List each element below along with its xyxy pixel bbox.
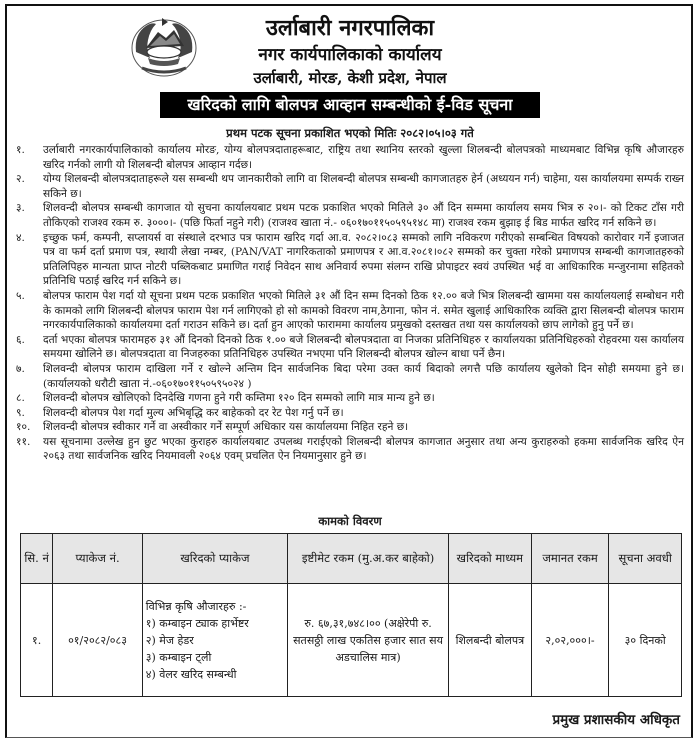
clause-item	[14, 333, 684, 362]
clause-item	[14, 289, 684, 333]
publication-date: प्रथम पटक सूचना प्रकाशित भएको मितिः २०८२।०५।०३ गते	[226, 126, 474, 140]
clause-number: ४.	[16, 231, 25, 244]
clause-text: शिलवन्दी बोलपत्र पेश गर्दा मुल्य अभिबृद्धि कर बाहेकको दर रेट पेश गर्नु पर्ने छ।	[43, 406, 344, 419]
clause-list	[14, 143, 684, 464]
clause-number: २.	[16, 173, 25, 186]
cell-notice-period: ३० दिनको	[609, 584, 682, 697]
clause-item	[14, 420, 684, 435]
col-package-no: प्याकेज नं.	[53, 534, 143, 584]
clause-number: ६.	[16, 333, 25, 346]
cell-method: शिलबन्दी बोलपत्र	[449, 584, 532, 697]
clause-text: शिलवन्दी बोलपत्र स्वीकार गर्ने वा अस्वीकार गर्ने सम्पूर्ण अधिकार यस कार्यालयमा निहित रहने छ।	[43, 421, 409, 434]
clause-text: शिलवन्दी बोलपत्र सम्बन्धी कागजात यो सुचना कार्यालयबाट प्रथम पटक प्रकाशित भएको मितिले ३० औं दिन सम्ममा कार्यालय समय भित्र रु २०।- को टिकट टाँस गरी तोकिएको राजश्व रकम रु. ३०००।- (पछि फिर्ता नहुने गरी) (राजश्व खाता नं.- ०६०१७०११५०५९५१४८ मा) राजश्व रकम बुझाइ ई बिड मार्फत खरिद गर्न सकिने छ।	[43, 202, 684, 229]
clause-item	[14, 362, 684, 391]
clause-text: शिलवन्दी बोलपत्र फाराम दाखिला गर्ने र खोल्ने अन्तिम दिन सार्वजनिक बिदा परेमा उक्त कार्य बिदाको लगत्तै पछि कार्यालय खुलेको दिन सोही समयमा हुने छ। (कार्यालयको धरौटी खाता नं.-०६०१७०११५०५९५०२४ )	[43, 362, 684, 390]
notice-title-banner: खरिदको लागि बोलपत्र आव्हान सम्बन्धीको ई-विड सूचना	[160, 92, 540, 118]
col-package: खरिदको प्याकेज	[142, 534, 287, 584]
clause-text: यस सूचनामा उल्लेख हुन छुट भएका कुराहरु कार्यालयबाट उपलब्ध गराईएको शिलबन्दी बोलपत्र कागजात अनुसार तथा अन्य कुराहरुको हकमा सार्वजनिक खरिद ऐन २०६३ तथा सार्वजनिक खरिद नियमावली २०६४ एवम् प्रचलित ऐन नियमानुसार हुने छ।	[43, 435, 684, 463]
work-details-heading: कामको विवरण	[318, 514, 382, 528]
signatory-title: प्रमुख प्रशासकीय अधिकृत	[552, 712, 680, 728]
clause-number: ८.	[16, 392, 25, 405]
clause-number: ९.	[16, 406, 25, 419]
cell-package	[142, 584, 287, 697]
col-serial: सि. नं	[21, 534, 53, 584]
package-line: ४) वेलर खरिद सम्बन्धी	[145, 667, 237, 681]
col-security: जमानत रकम	[531, 534, 609, 584]
cell-serial: १.	[21, 584, 53, 697]
clause-number: ५.	[16, 289, 25, 302]
clause-text: योग्य शिलबन्दी बोलपत्रदाताहरूले यस सम्बन्धी थप जानकारीको लागि वा शिलबन्दी बोलपत्र सम्बन्धी कागजातहरु हेर्न (अध्ययन गर्न) चाहेमा, यस कार्यालयमा सम्पर्क राख्न सकिने छ।	[43, 173, 684, 200]
clause-number: १.	[16, 144, 25, 156]
municipality-name: उर्लाबारी नगरपालिका	[265, 15, 435, 41]
table-row	[21, 584, 682, 697]
clause-number: ३.	[16, 202, 25, 215]
package-line: ३) कम्बाइन ट्ली	[145, 650, 212, 664]
clause-number: १०.	[16, 421, 31, 434]
cell-estimate: रु. ६७,३१,७४८।०० (अक्षेरेपी रु. सतसठ्ठी लाख एकतिस हजार सात सय अडचालिस मात्र)	[288, 584, 449, 697]
cell-package-no: ०१/२०८२/०८३	[53, 584, 143, 697]
clause-item	[14, 143, 684, 172]
col-estimate: इष्टीमेट रकम (मु.अ.कर बाहेको)	[288, 534, 449, 584]
clause-text: बोलपत्र फाराम पेश गर्दा यो सूचना प्रथम पटक प्रकाशित भएको मितिले ३१ औं दिन सम्म दिनको ठिक १२.०० बजे भित्र शिलबन्दी खाममा यस कार्यालयलाई सम्बोधन गरी के कामको लागि शिलबन्दी बोलपत्र फाराम पेश गर्न लागिएको हो सो कामको विवरण नाम,ठेगाना, फोन नं. समेत खुलाई आधिकारिक व्यक्ति द्वारा सिलबन्दी बोलपत्र फाराम नगरकार्यपालिकाको कार्यालयमा दर्ता गराउन सकिने छ। दर्ता हुन आएको फाराममा कार्यालय प्रमुखको दस्तखत तथा यस कार्यालयको छाप लागेको हुनु पर्ने छ।	[43, 289, 684, 332]
clause-item	[14, 435, 684, 464]
clause-item	[14, 231, 684, 289]
work-details-table	[20, 533, 682, 697]
table-header-row	[21, 534, 682, 584]
cell-security: २,०२,०००।-	[531, 584, 609, 697]
office-name: नगर कार्यपालिकाको कार्यालय	[258, 45, 442, 65]
clause-text: इच्छुक फर्म, कम्पनी, सप्लायर्स वा संस्थाले दरभाउ पत्र फाराम खरिद गर्दा आ.व. २०८२।०८३ सम्मको लागि नविकरण गरीएको सम्बन्धित विषयको कारोवार गर्ने इजाजत पत्र वा फर्म दर्ता प्रमाण पत्र, स्थायी लेखा नम्बर, (PAN/VAT नागरिकताको प्रमाणपत्र र आ.व.२०८१।०८२ सम्मको कर चुक्ता गरेको प्रमाणपत्र सम्बन्धी कागजातहरुको प्रतिलिपिहरु मान्यता प्राप्त नोटरी पब्लिकबाट प्रमाणित गराई निवेदन साथ अनिवार्य रुपमा संलग्न राखि प्रोपाइटर स्वयं उपस्थित भई वा आधिकारिक मन्जुरनामा सहितको प्रतिनिधि पठाई खरिद गर्न सकिने छ।	[43, 231, 684, 288]
office-address: उर्लाबारी, मोरङ, केशी प्रदेश, नेपाल	[253, 69, 447, 87]
package-line: विभिन्न कृषि औजारहरु :-	[145, 599, 247, 613]
clause-item	[14, 172, 684, 201]
col-notice-period: सूचना अवधी	[609, 534, 682, 584]
clause-item	[14, 391, 684, 406]
clause-item	[14, 201, 684, 230]
col-method: खरिदको माध्यम	[449, 534, 532, 584]
clause-text: शिलवन्दी बोलपत्र खोलिएको दिनदेखि गणना हुने गरी कम्तिमा १२० दिन सम्मको लागि मात्र मान्य हुने छ।	[43, 392, 435, 405]
clause-item	[14, 406, 684, 421]
package-line: १) कम्बाइन ट्याक हार्भेष्टर	[145, 616, 249, 630]
clause-number: ७.	[16, 362, 25, 375]
clause-text: उर्लाबारी नगरकार्यपालिकाको कार्यालय मोरङ, योग्य बोलपत्रदाताहरूबाट, राष्ट्रिय तथा स्थानिय स्तरको खुल्ला शिलबन्दी बोलपत्रको माध्यमबाट विभिन्न कृषि औजारहरु खरिद गर्नको लागी यो शिलबन्दी बोलपत्र आव्हान गर्दछ।	[43, 144, 684, 171]
package-line: २) मेज हेडर	[145, 633, 194, 647]
clause-text: दर्ता भएका बोलपत्र फारामहरु ३१ औं दिनको दिनको ठिक १.०० बजे शिलबन्दी बोलपत्रदाता वा निजका प्रतिनिधिहरु र कार्यालयका प्रतिनिधिहरुको रोहवरमा यस कार्यालय समयमा खोलिने छ। बोलपत्रदाता वा निजहरुका प्रतिनिधिहरु उपस्थित नभएमा पनि शिलबन्दी बोलपत्र खोल्न बाधा पर्ने छैन।	[43, 333, 684, 361]
clause-number: ११.	[16, 435, 31, 448]
